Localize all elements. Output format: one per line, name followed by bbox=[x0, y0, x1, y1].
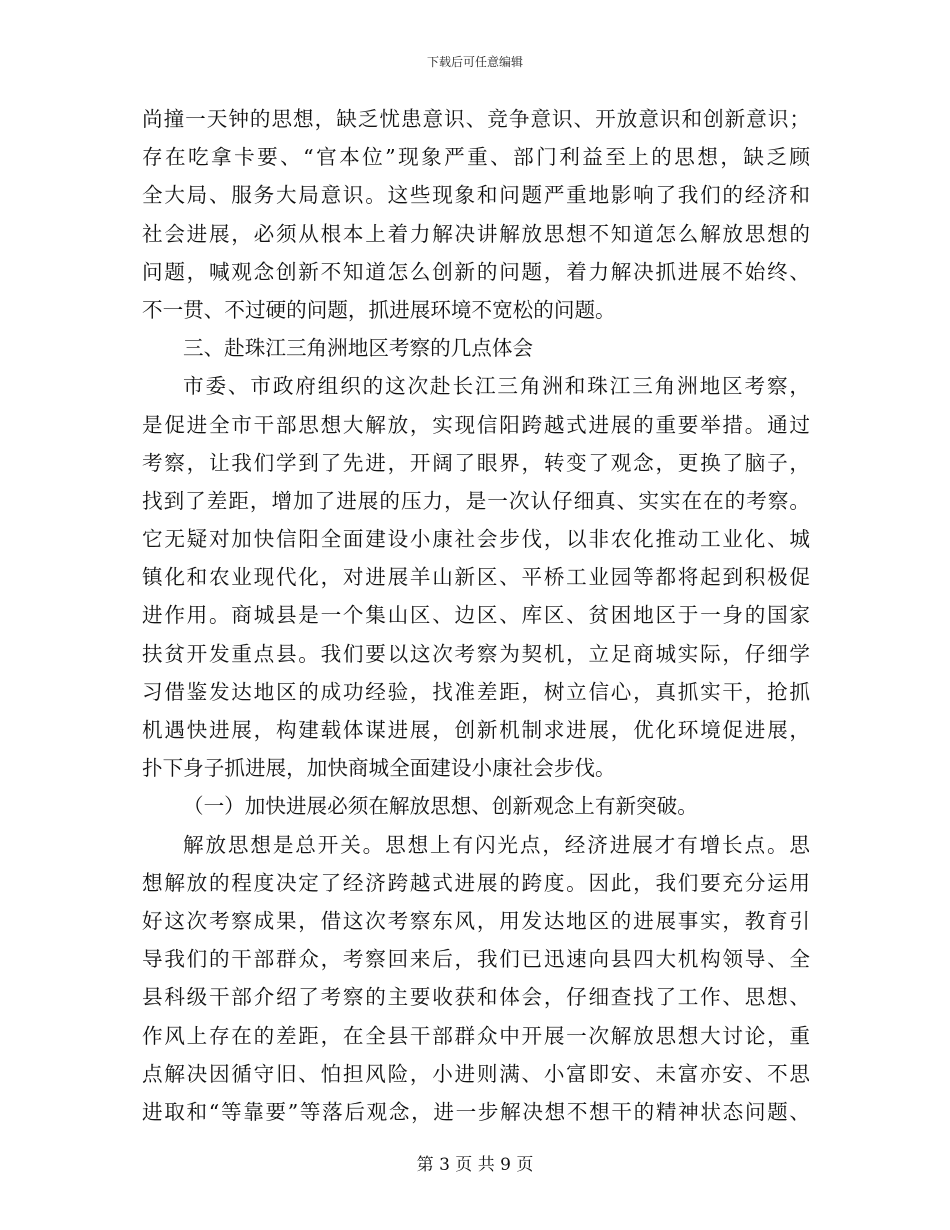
text-line: 是促进全市干部思想大解放，实现信阳跨越式进展的重要举措。通过 bbox=[142, 412, 810, 437]
text-line: 进作用。商城县是一个集山区、边区、库区、贫困地区于一身的国家 bbox=[142, 603, 810, 628]
page-header-note: 下载后可任意编辑 bbox=[426, 55, 523, 69]
text-line: 进取和“等靠要”等落后观念，进一步解决想不想干的精神状态问题、 bbox=[142, 1099, 810, 1124]
text-line: （一）加快进展必须在解放思想、创新观念上有新突破。 bbox=[183, 794, 698, 819]
text-line: 存在吃拿卡要、“官本位”现象严重、部门利益至上的思想，缺乏顾 bbox=[142, 145, 810, 170]
text-line: 扑下身子抓进展，加快商城全面建设小康社会步伐。 bbox=[142, 756, 616, 781]
page-number: 第 3 页 共 9 页 bbox=[416, 1155, 534, 1175]
paragraph bbox=[142, 100, 810, 329]
text-line: 不一贯、不过硬的问题，抓进展环境不宽松的问题。 bbox=[142, 297, 616, 322]
text-line: 县科级干部介绍了考察的主要收获和体会，仔细查找了工作、思想、 bbox=[142, 985, 810, 1010]
text-line: 导我们的干部群众，考察回来后，我们已迅速向县四大机构领导、全 bbox=[142, 947, 810, 972]
text-line: 问题，喊观念创新不知道怎么创新的问题，着力解决抓进展不始终、 bbox=[142, 259, 810, 284]
text-line: 点解决因循守旧、怕担风险，小进则满、小富即安、未富亦安、不思 bbox=[142, 1061, 810, 1086]
text-line: 它无疑对加快信阳全面建设小康社会步伐，以非农化推动工业化、城 bbox=[142, 527, 810, 552]
text-line: 好这次考察成果，借这次考察东风，用发达地区的进展事实，教育引 bbox=[142, 908, 810, 933]
text-line: 作风上存在的差距，在全县干部群众中开展一次解放思想大讨论，重 bbox=[142, 1023, 810, 1048]
text-line: 三、赴珠江三角洲地区考察的几点体会 bbox=[183, 336, 534, 361]
text-line: 市委、市政府组织的这次赴长江三角洲和珠江三角洲地区考察， bbox=[183, 374, 810, 399]
text-line: 解放思想是总开关。思想上有闪光点，经济进展才有增长点。思 bbox=[183, 832, 810, 857]
text-line: 机遇快进展，构建载体谋进展，创新机制求进展，优化环境促进展， bbox=[142, 718, 810, 742]
section-heading bbox=[142, 329, 810, 367]
text-line: 全大局、服务大局意识。这些现象和问题严重地影响了我们的经济和 bbox=[142, 183, 810, 208]
text-line: 镇化和农业现代化，对进展羊山新区、平桥工业园等都将起到积极促 bbox=[142, 565, 810, 590]
text-line: 习借鉴发达地区的成功经验，找准差距，树立信心，真抓实干，抢抓 bbox=[142, 679, 810, 704]
document-body bbox=[142, 100, 810, 1131]
paragraph bbox=[142, 826, 810, 1132]
text-line: 想解放的程度决定了经济跨越式进展的跨度。因此，我们要充分运用 bbox=[142, 870, 810, 895]
paragraph bbox=[142, 367, 810, 787]
text-line: 扶贫开发重点县。我们要以这次考察为契机，立足商城实际，仔细学 bbox=[142, 641, 810, 666]
text-line: 社会进展，必须从根本上着力解决讲解放思想不知道怎么解放思想的 bbox=[142, 221, 810, 246]
text-line: 考察，让我们学到了先进，开阔了眼界，转变了观念，更换了脑子， bbox=[142, 450, 810, 475]
text-line: 尚撞一天钟的思想，缺乏忧患意识、竞争意识、开放意识和创新意识； bbox=[142, 107, 810, 131]
text-line: 找到了差距，增加了进展的压力，是一次认仔细真、实实在在的考察。 bbox=[142, 488, 810, 513]
section-heading bbox=[142, 787, 810, 825]
